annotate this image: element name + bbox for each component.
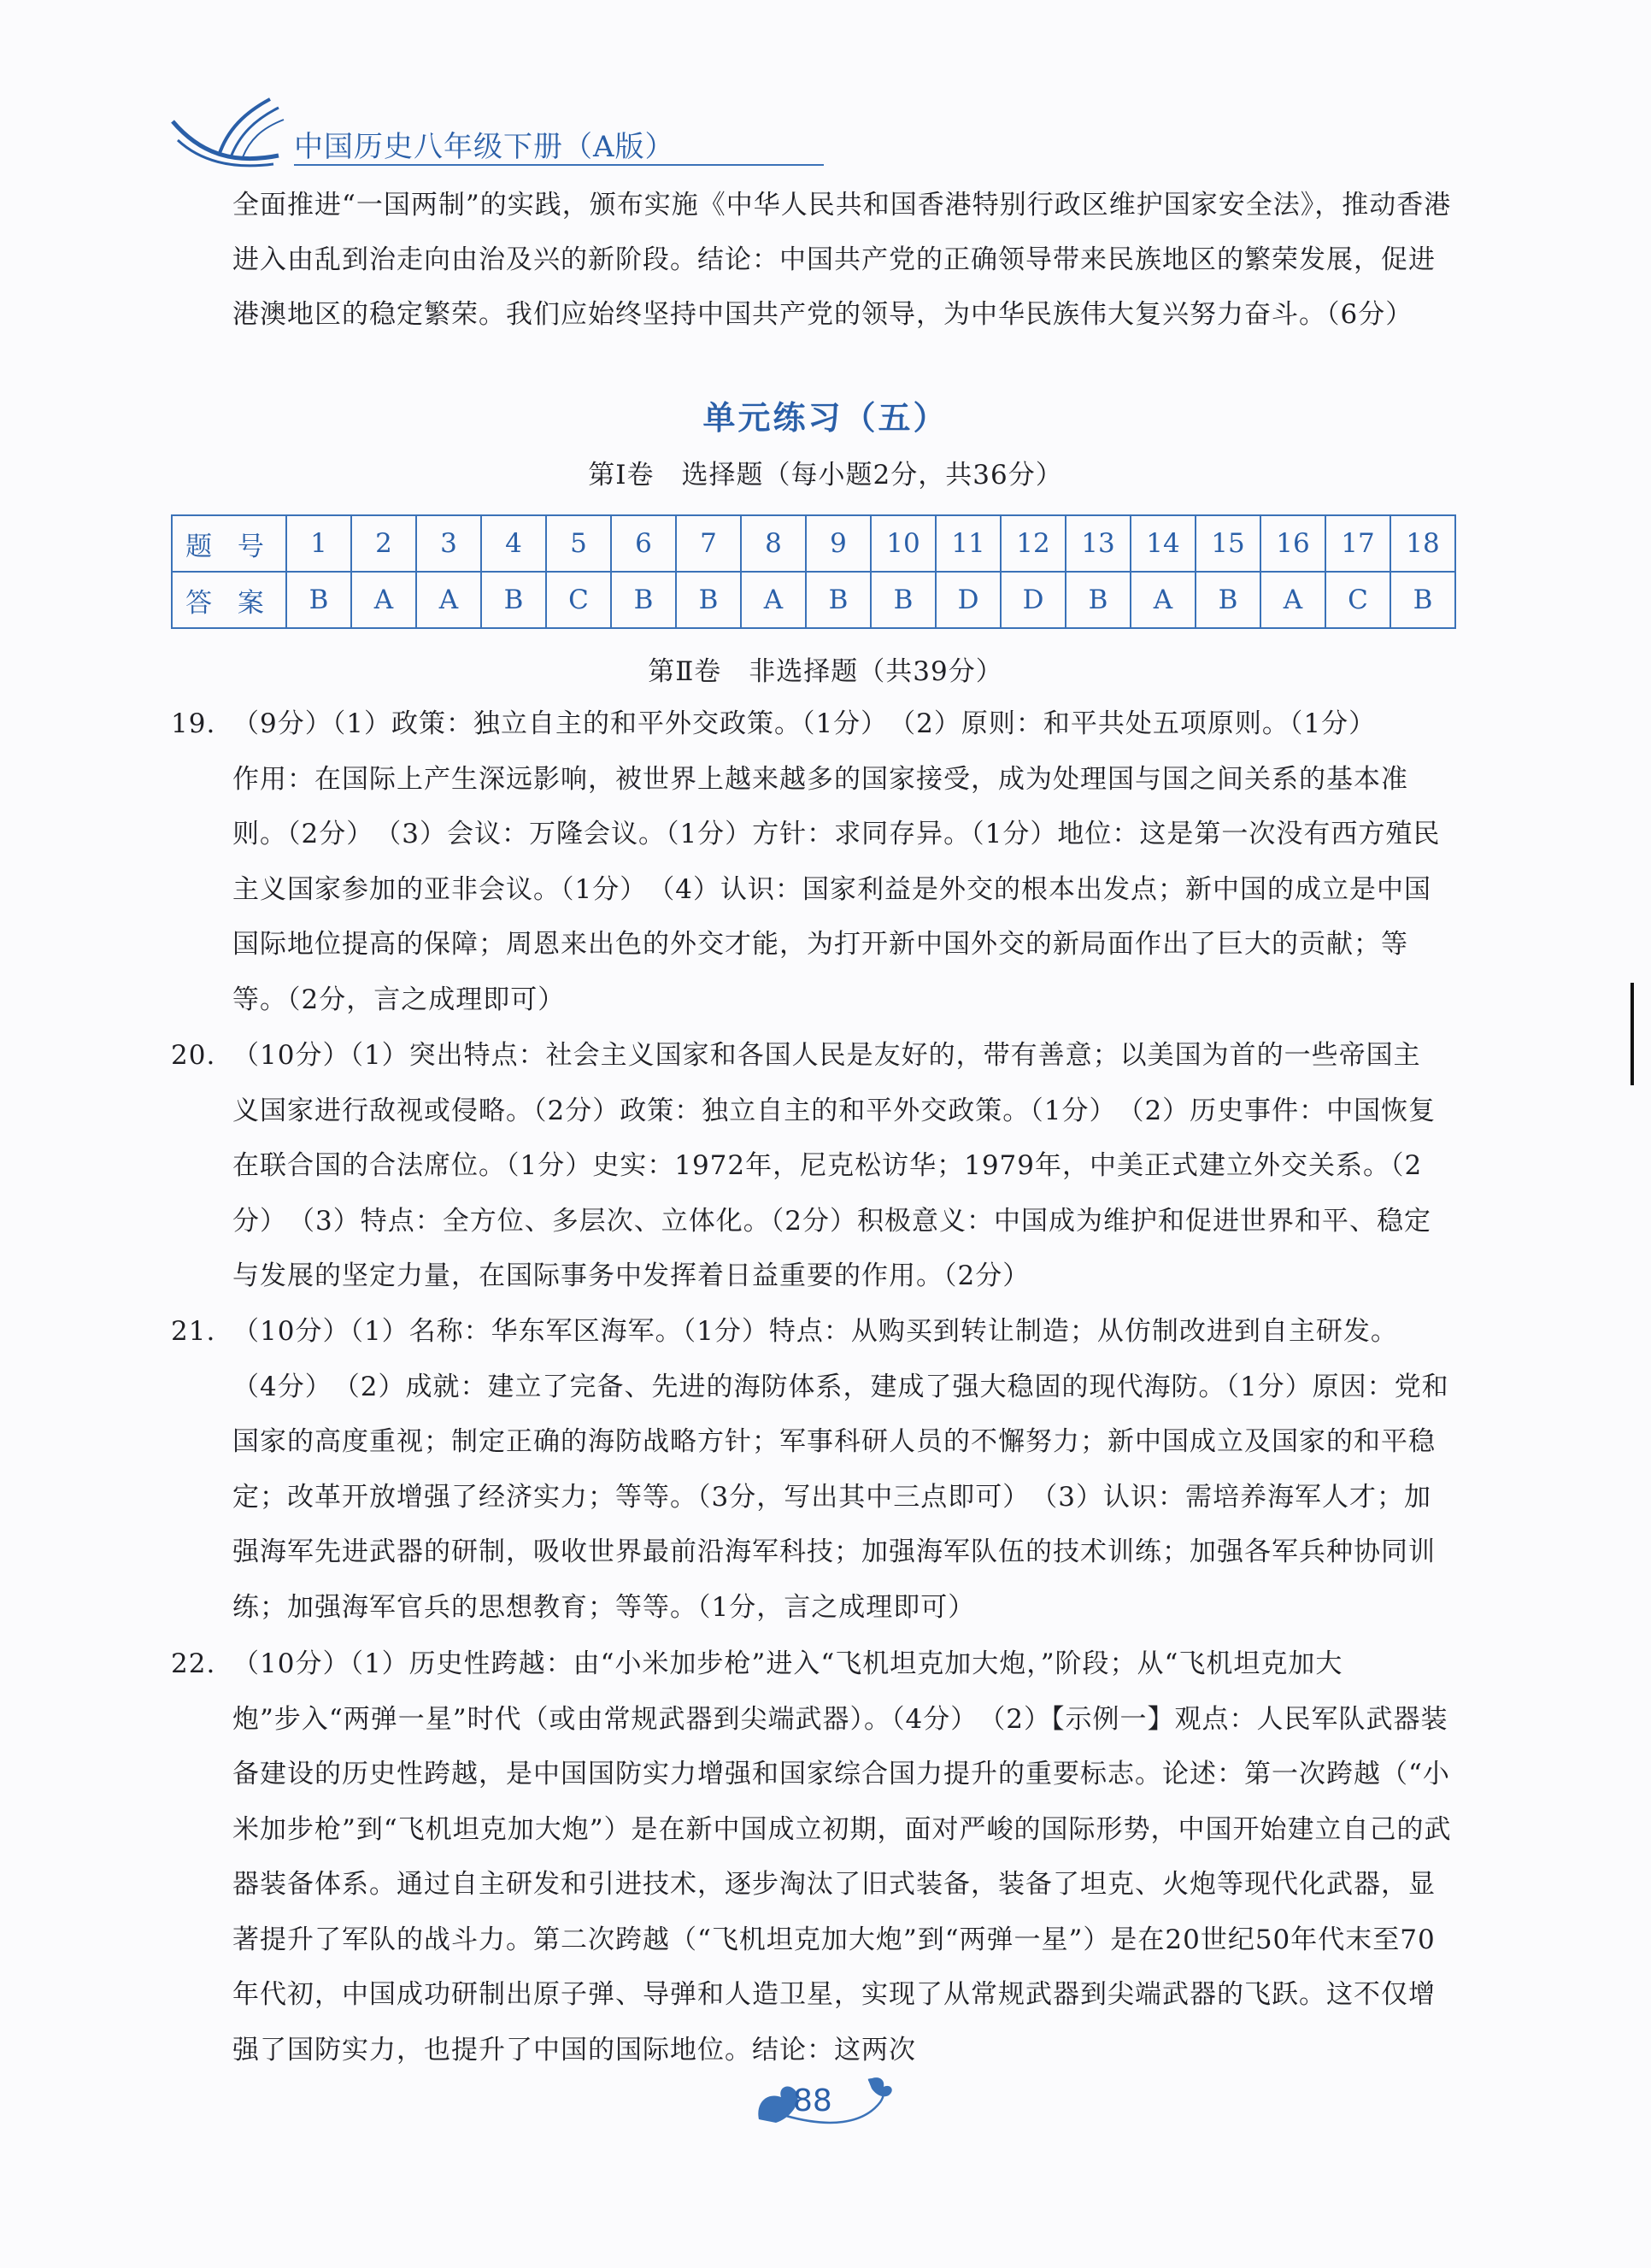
row-label-number: 题 号 (172, 515, 286, 572)
question-continuation: 作用：在国际上产生深远影响，被世界上越来越多的国家接受，成为处理国与国之间关系的基本准则。（2分） （3）会议：万隆会议。（1分）方针：求同存异。（1分）地位：这是第一次没有西方殖民主义国家参加的亚非会议。（1分） （4）认识：国家利益是外交的根本出发点；新中国的成立是中国国际地位提高的保障；周恩来出色的外交才能，为打开新中国外交的新局面作出了巨大的贡献；等等。（2分，言之成理即可） (232, 763, 1441, 1015)
question-first-line: （10分）（1）突出特点：社会主义国家和各国人民是友好的，带有善意；以美国为首的一些帝国主 (232, 1040, 1421, 1071)
table-cell: 5 (546, 515, 611, 572)
question-number: 21. (171, 1316, 216, 1347)
page-number: 88 (793, 2083, 832, 2118)
table-cell: 2 (351, 515, 416, 572)
question-number: 22. (171, 1648, 216, 1679)
table-cell: 4 (481, 515, 546, 572)
section2-title: 第Ⅱ卷 非选择题（共39分） (648, 656, 1003, 687)
answer-table-answer-row (172, 572, 1455, 628)
table-cell: 9 (806, 515, 871, 572)
question-22 (171, 1636, 1456, 2077)
book-feather-logo-icon (167, 96, 287, 173)
unit-title: 单元练习（五） (702, 398, 949, 437)
book-title: 中国历史八年级下册（A版） (294, 130, 675, 164)
table-cell: 3 (416, 515, 481, 572)
table-cell: D (936, 572, 1001, 628)
table-cell: B (806, 572, 871, 628)
table-cell: 12 (1001, 515, 1066, 572)
table-cell: B (1390, 572, 1455, 628)
question-number: 19. (171, 708, 216, 739)
table-cell: A (1131, 572, 1196, 628)
question-number: 20. (171, 1040, 216, 1071)
section1-title: 第Ⅰ卷 选择题（每小题2分，共36分） (588, 460, 1063, 491)
table-cell: 7 (676, 515, 741, 572)
table-cell: A (1260, 572, 1325, 628)
table-cell: A (416, 572, 481, 628)
table-cell: 13 (1066, 515, 1131, 572)
intro-paragraph: 全面推进“一国两制”的实践，颁布实施《中华人民共和国香港特别行政区维护国家安全法》，推动香港进入由乱到治走向由治及兴的新阶段。结论：中国共产党的正确领导带来民族地区的繁荣发展，促进港澳地区的稳定繁荣。我们应始终坚持中国共产党的领导，为中华民族伟大复兴努力奋斗。（6分） (232, 190, 1452, 330)
table-cell: A (351, 572, 416, 628)
table-cell: B (1066, 572, 1131, 628)
table-cell: B (871, 572, 936, 628)
question-continuation: 义国家进行敌视或侵略。（2分）政策：独立自主的和平外交政策。（1分） （2）历史事件：中国恢复在联合国的合法席位。（1分）史实：1972年，尼克松访华；1979年，中美正式建立外交关系。（2分） （3）特点：全方位、多层次、立体化。（2分）积极意义：中国成为维护和促进世界和平、稳定与发展的坚定力量，在国际事务中发挥着日益重要的作用。（2分） (232, 1095, 1437, 1291)
question-20 (171, 1028, 1456, 1304)
scan-edge-mark (1630, 983, 1634, 1085)
question-first-line: （10分）（1）历史性跨越：由“小米加步枪”进入“飞机坦克加大炮，”阶段；从“飞机坦克加大 (232, 1648, 1343, 1679)
table-cell: 17 (1325, 515, 1390, 572)
table-cell: 8 (741, 515, 806, 572)
question-continuation: 炮”步入“两弹一星”时代（或由常规武器到尖端武器）。（4分） （2）【示例一】观点：人民军队武器装备建设的历史性跨越，是中国国防实力增强和国家综合国力提升的重要标志。论述：第一次跨越（“小米加步枪”到“飞机坦克加大炮”）是在新中国成立初期，面对严峻的国际形势，中国开始建立自己的武器装备体系。通过自主研发和引进技术，逐步淘汰了旧式装备，装备了坦克、火炮等现代化武器，显著提升了军队的战斗力。第二次跨越（“飞机坦克加大炮”到“两弹一星”）是在20世纪50年代末至70年代初，中国成功研制出原子弹、导弹和人造卫星，实现了从常规武器到尖端武器的飞跃。这不仅增强了国防实力，也提升了中国的国际地位。结论：这两次 (232, 1703, 1452, 2065)
question-19 (171, 696, 1456, 1027)
table-cell: 16 (1260, 515, 1325, 572)
page-footer (752, 2068, 906, 2136)
table-cell: 15 (1196, 515, 1260, 572)
table-cell: B (481, 572, 546, 628)
table-cell: 1 (286, 515, 351, 572)
question-first-line: （9分）（1）政策：独立自主的和平外交政策。（1分） （2）原则：和平共处五项原则。（1分） (232, 708, 1377, 739)
table-cell: B (676, 572, 741, 628)
table-cell: C (1325, 572, 1390, 628)
table-cell: D (1001, 572, 1066, 628)
table-cell: 6 (611, 515, 676, 572)
table-cell: 11 (936, 515, 1001, 572)
question-21 (171, 1304, 1456, 1635)
table-cell: A (741, 572, 806, 628)
answer-table (171, 514, 1456, 629)
header-rule (294, 164, 824, 166)
table-cell: B (286, 572, 351, 628)
table-cell: B (1196, 572, 1260, 628)
table-cell: 10 (871, 515, 936, 572)
page-header (167, 96, 766, 173)
answer-table-number-row (172, 515, 1455, 572)
question-first-line: （10分）（1）名称：华东军区海军。（1分）特点：从购买到转让制造；从仿制改进到自主研发。 (232, 1316, 1398, 1347)
question-continuation: （4分） （2）成就：建立了完备、先进的海防体系，建成了强大稳固的现代海防。（1分）原因：党和国家的高度重视；制定正确的海防战略方针；军事科研人员的不懈努力；新中国成立及国家的和平稳定；改革开放增强了经济实力；等等。（3分，写出其中三点即可） （3）认识：需培养海军人才；加强海军先进武器的研制，吸收世界最前沿海军科技；加强海军队伍的技术训练；加强各军兵种协同训练；加强海军官兵的思想教育；等等。（1分，言之成理即可） (232, 1371, 1449, 1623)
table-cell: C (546, 572, 611, 628)
table-cell: 14 (1131, 515, 1196, 572)
row-label-answer: 答 案 (172, 572, 286, 628)
table-cell: 18 (1390, 515, 1455, 572)
table-cell: B (611, 572, 676, 628)
